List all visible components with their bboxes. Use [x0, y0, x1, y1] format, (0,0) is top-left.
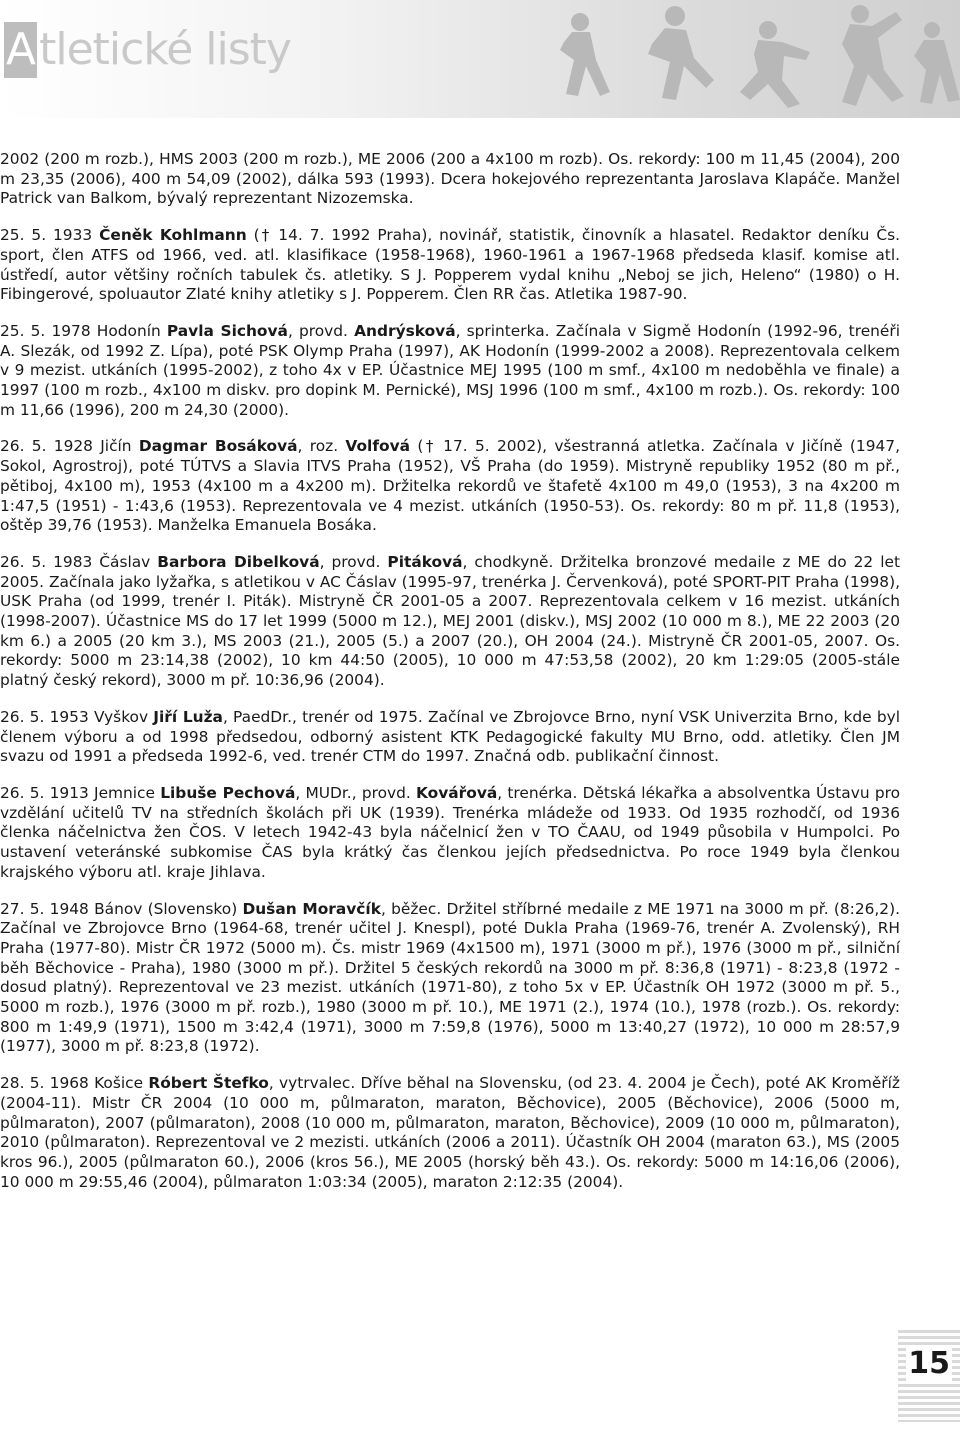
paragraph-8: 28. 5. 1968 Košice Róbert Štefko, vytrvalec. Dříve běhal na Slovensku, (od 23. 4. 2004 je Čech), poté AK Kroměříž (2004-11). Mistr ČR 2004 (10 000 m, půlmaraton, maraton, Běchovice), 2005 (Běchovice), 2006 (5000 m, půlmaraton), 2007 (půlmaraton), 2008 (10 000 m, půlmaraton, maraton, Běchovice), 2009 (10 000 m, půlmaraton), 2010 (půlmaraton). Reprezentoval ve 2 mezisti. utkáních (2006 a 2011). Účastník OH 2004 (maraton 63.), MS (2005 kros 96.), 2005 (půlmaraton 60.), 2006 (kros 56.), ME 2005 (horský běh 43.). Os. rekordy: 5000 m 14:16,06 (2006), 10 000 m 29:55,46 (2004), půlmaraton 1:03:34 (2005), maraton 2:12:35 (2004).: [0, 1074, 900, 1191]
maiden-name: Volfová: [345, 437, 411, 456]
page-number: 15: [908, 1346, 950, 1381]
paragraph-4: 26. 5. 1983 Čáslav Barbora Dibelková, provd. Pitáková, chodkyně. Držitelka bronzové medaile z ME do 22 let 2005. Začínala jako lyžařka, s atletikou v AC Čáslav (1995-97, trenérka J. Červenková), poté SPORT-PIT Praha (1998), USK Praha (od 1999, trenér I. Piták). Mistryně ČR 2001-05 a 2007. Reprezentovala celkem v 16 mezist. utkáních (1998-2007). Účastnice MS do 17 let 1999 (5000 m 12.), MEJ 2001 (diskv.), MSJ 2002 (10 000 m 8.), ME 22 2003 (20 km 6.) a 2005 (20 km 3.), MS 2003 (21.), 2005 (5.) a 2007 (20.), OH 2004 (24.). Mistryně ČR 2001-05, 2007. Os. rekordy: 5000 m 23:14,38 (2002), 10 km 44:50 (2005), 10 000 m 47:53,58 (2002), 20 km 1:29:05 (2005-stále platný český rekord), 3000 m př. 10:36,96 (2004).: [0, 552, 900, 690]
page-header: [0, 0, 960, 118]
person-name: Pavla Sichová: [166, 321, 288, 340]
person-name: Čeněk Kohlmann: [99, 226, 247, 245]
paragraph-7: 27. 5. 1948 Bánov (Slovensko) Dušan Moravčík, běžec. Držitel stříbrné medaile z ME 1971 na 3000 m př. (8:26,2). Začínal ve Zbrojovce Brno (1964-68, trenér učitel J. Knespl), poté Dukla Praha (1969-76, trenér A. Zvolenský), RH Praha (1977-80). Mistr ČR 1972 (5000 m). Čs. mistr 1969 (4x1500 m), 1971 (3000 m př.), 1976 (3000 m př., silniční běh Běchovice - Praha), 1980 (3000 m př.). Držitel 5 českých rekordů na 3000 m př. 8:36,8 (1971) - 8:23,8 (1972 - dosud platný). Reprezentoval ve 23 mezist. utkáních (1971-80), z toho 5x v EP. Účastník OH 1972 (3000 m př. 5., 5000 m rozb.), 1976 (3000 m př. rozb.), 1980 (3000 m př. 10.), ME 1971 (2.), 1974 (10.), 1978 (rozb.). Os. rekordy: 800 m 1:49,9 (1971), 1500 m 3:42,4 (1971), 3000 m 7:59,8 (1976), 5000 m 13:40,27 (1972), 10 000 m 28:57,9 (1977), 3000 m př. 8:23,8 (1972).: [0, 899, 900, 1056]
paragraph-6: 26. 5. 1913 Jemnice Libuše Pechová, MUDr., provd. Kovářová, trenérka. Dětská lékařka a absolventka Ústavu pro vzdělání učitelů TV na středních školách při UK (1939). Trenérka mládeže od 1933. Od 1935 rozhodčí, od 1936 členka náčelnictva žen ČOS. V letech 1942-43 byla náčelnicí žen v TO ČAAU, od 1949 působila v Humpolci. Po ustavení veteránské subkomise ČAS byla krátký čas členkou jejích předsednictva. Po roce 1949 byla členkou krajského výboru atl. kraje Jihlava.: [0, 783, 901, 881]
person-name: Dušan Moravčík: [242, 899, 381, 918]
paragraph-1: 25. 5. 1933 Čeněk Kohlmann († 14. 7. 1992 Praha), novinář, statistik, činovník a hlasatel. Redaktor deníku Čs. sport, člen ATFS od 1966, ved. atl. klasifikace (1958-1968), 1960-1961 a 1967-1968 předseda klasif. komise atl. ústředí, autor většiny ročních tabulek čs. atletiky. S J. Popperem vydal knihu „Neboj se jich, Heleno“ (1980) o H. Fibingerové, spoluautor Zlaté knihy atletiky s J. Popperem. Člen RR čas. Atletika 1987-90.: [0, 226, 900, 304]
title-initial: A: [4, 22, 37, 78]
married-name: Andrýsková: [354, 321, 456, 340]
married-name: Pitáková: [387, 552, 463, 571]
person-name: Barbora Dibelková: [157, 552, 320, 571]
athlete-silhouettes-icon: [500, 0, 960, 118]
paragraph-5: 26. 5. 1953 Vyškov Jiří Luža, PaedDr., trenér od 1975. Začínal ve Zbrojovce Brno, nyní VSK Univerzita Brno, kde byl členem výboru a od 1998 předsedou, odborný asistent KTK Pedagogické fakulty MU Brno, odd. atletiky. Člen JM svazu od 1991 a předseda 1992-6, ved. trenér CTM do 1997. Značná odb. publikační činnost.: [0, 707, 900, 766]
person-name: Róbert Štefko: [148, 1074, 269, 1093]
person-name: Libuše Pechová: [160, 783, 296, 802]
article-body: [0, 150, 900, 1209]
person-name: Dagmar Bosáková: [138, 437, 298, 456]
paragraph-0: 2002 (200 m rozb.), HMS 2003 (200 m rozb.), ME 2006 (200 a 4x100 m rozb). Os. rekordy: 100 m 11,45 (2004), 200 m 23,35 (2006), 400 m 54,09 (2002), dálka 593 (1993). Dcera hokejového reprezentanta Jaroslava Klapáče. Manžel Patrick van Balkom, bývalý reprezentant Nizozemska.: [0, 150, 900, 208]
person-name: Jiří Luža: [153, 707, 223, 726]
publication-title: [4, 22, 291, 78]
title-rest: tletické listy: [39, 24, 291, 75]
paragraph-3: 26. 5. 1928 Jičín Dagmar Bosáková, roz. Volfová († 17. 5. 2002), všestranná atletka. Začínala v Jičíně (1947, Sokol, Agrostroj), poté TÚTVS a Slavia ITVS Praha (1952), VŠ Praha (do 1959). Mistryně republiky 1952 (80 m př., pětiboj, 4x100 m), 1953 (4x100 m a 4x200 m). Držitelka rekordů ve štafetě 4x100 m 49,0 (1953), 3 na 4x200 m 1:47,5 (1951) - 1:43,6 (1953). Reprezentovala ve 4 mezist. utkáních (1950-53). Os. rekordy: 80 m př. 11,8 (1953), oštěp 39,76 (1953). Manželka Emanuela Bosáka.: [0, 437, 900, 535]
married-name: Kovářová: [416, 783, 498, 802]
paragraph-2: 25. 5. 1978 Hodonín Pavla Sichová, provd. Andrýsková, sprinterka. Začínala v Sigmě Hodonín (1992-96, trenéři A. Slezák, od 1992 Z. Lípa), poté PSK Olymp Praha (1997), AK Hodonín (1999-2002 a 2008). Reprezentovala celkem v 9 mezist. utkáních (1995-2002), z toho 4x v EP. Účastnice MEJ 1995 (100 m smf., 4x100 m nedoběhla ve finale) a 1997 (100 m rozb., 4x100 m diskv. pro dopink M. Pernické), MSJ 1996 (100 m smf., 4x100 m rozb.). Os. rekordy: 100 m 11,66 (1996), 200 m 24,30 (2000).: [0, 321, 900, 419]
